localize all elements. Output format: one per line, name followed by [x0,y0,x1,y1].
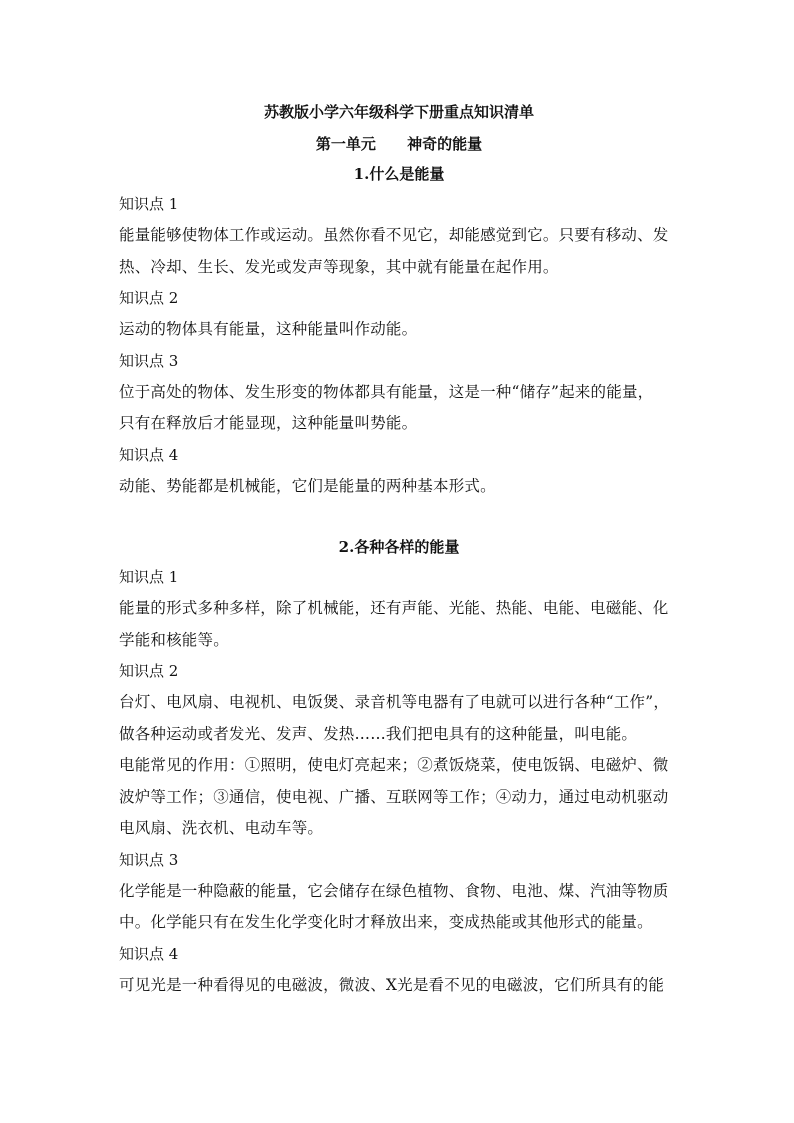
text-line: 波炉等工作；③通信，使电视、广播、互联网等工作；④动力，通过电动机驱动 [119,787,669,806]
knowledge-point-label: 知识点 3 [119,351,179,370]
text-line: 动能、势能都是机械能，它们是能量的两种基本形式。 [119,476,496,495]
document-title: 苏教版小学六年级科学下册重点知识清单 [263,103,534,121]
knowledge-point-label: 知识点 2 [119,289,179,307]
section-title-2: 2.各种各样的能量 [338,538,460,556]
knowledge-point-text [119,377,679,440]
text-line: 化学能是一种隐蔽的能量，它会储存在绿色植物、食物、电池、煤、汽油等物质 [119,881,669,900]
knowledge-point-label: 知识点 1 [119,568,179,586]
knowledge-point-text [119,314,679,346]
document-page [119,96,679,1001]
text-line: 电风扇、洗衣机、电动车等。 [119,819,324,837]
knowledge-point-label: 知识点 1 [119,195,179,213]
section-spacer [119,502,679,532]
text-line: 中。化学能只有在发生化学变化时才释放出来，变成热能或其他形式的能量。 [119,913,653,931]
text-line: 能量的形式多种多样，除了机械能，还有声能、光能、热能、电能、电磁能、化 [119,599,669,617]
text-line: 可见光是一种看得见的电磁波，微波、X光是看不见的电磁波，它们所具有的能 [119,975,665,994]
knowledge-point-text [119,687,679,845]
text-line: 只有在释放后才能显现，这种能量叫势能。 [119,414,418,432]
knowledge-point-text [119,970,679,1002]
knowledge-point-text [119,593,679,656]
text-line: 台灯、电风扇、电视机、电饭煲、录音机等电器有了电就可以进行各种“工作”， [119,693,670,711]
knowledge-point-text [119,220,679,283]
text-line: 学能和核能等。 [119,630,229,649]
text-line: 做各种运动或者发光、发声、发热……我们把电具有的这种能量，叫电能。 [119,724,638,743]
section-title-1: 1.什么是能量 [353,165,445,183]
text-line: 运动的物体具有能量，这种能量叫作动能。 [119,320,418,338]
text-line: 电能常见的作用：①照明，使电灯亮起来；②煮饭烧菜，使电饭锅、电磁炉、微 [119,756,669,774]
knowledge-point-label: 知识点 2 [119,662,179,680]
text-line: 位于高处的物体、发生形变的物体都具有能量，这是一种“储存”起来的能量， [119,382,654,401]
knowledge-point-text [119,876,679,939]
text-line: 能量能够使物体工作或运动。虽然你看不见它，却能感觉到它。只要有移动、发 [119,226,669,244]
text-line: 热、冷却、生长、发光或发声等现象，其中就有能量在起作用。 [119,257,559,276]
knowledge-point-label: 知识点 4 [119,445,179,464]
knowledge-point-label: 知识点 3 [119,850,179,869]
knowledge-point-text [119,471,679,503]
unit-title: 第一单元 神奇的能量 [315,135,483,153]
knowledge-point-label: 知识点 4 [119,944,179,963]
